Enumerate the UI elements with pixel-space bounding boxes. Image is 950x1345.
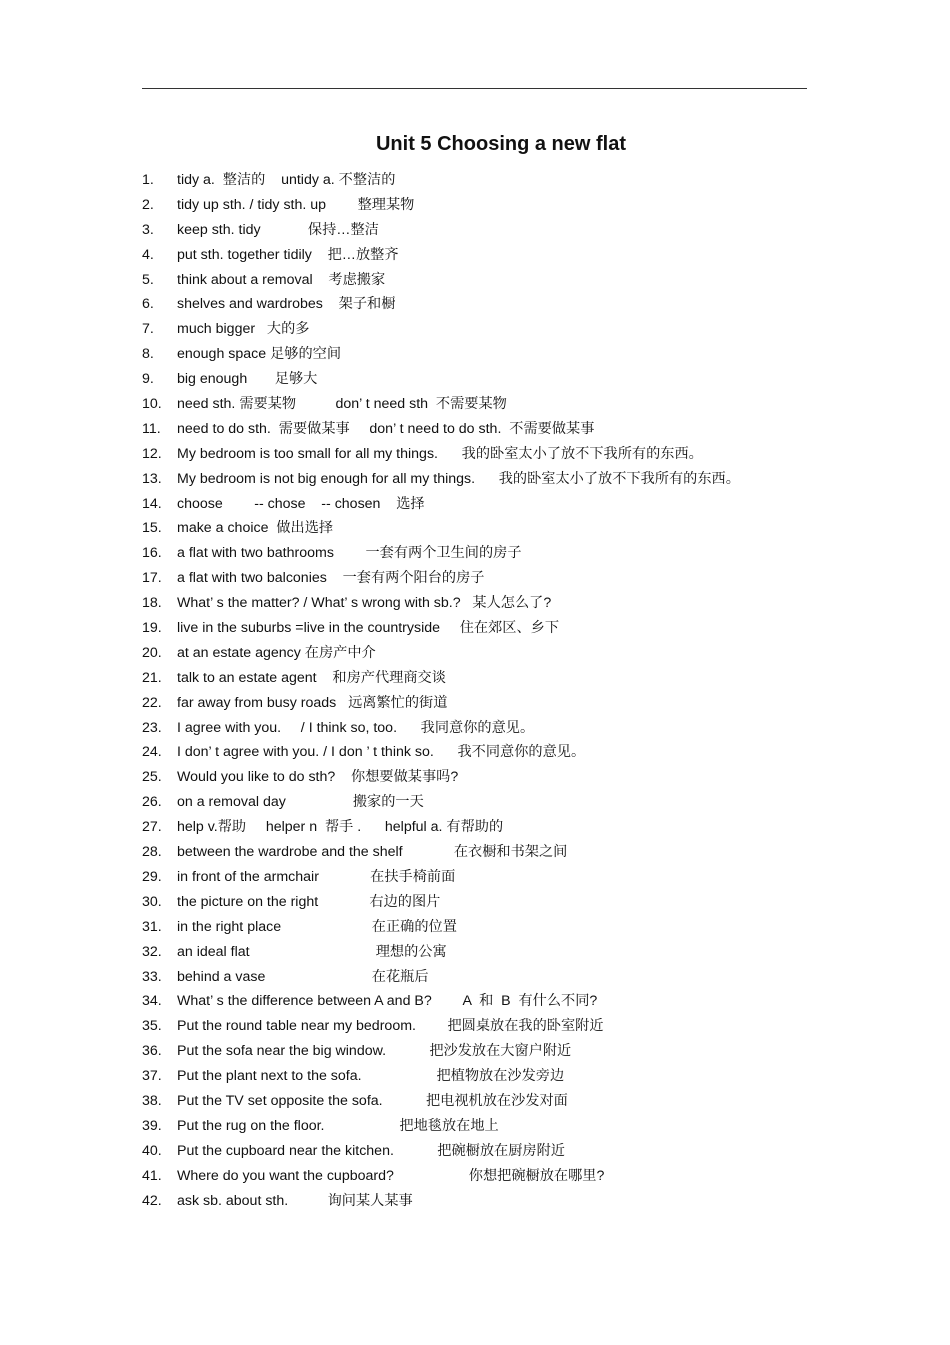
item-number: 34. — [142, 993, 162, 1010]
item-number: 24. — [142, 744, 162, 761]
list-item — [142, 1114, 842, 1139]
item-number: 13. — [142, 470, 162, 487]
item-number: 36. — [142, 1043, 162, 1060]
item-text: behind a vase 在花瓶后 — [177, 968, 429, 985]
list-item — [142, 516, 842, 541]
list-item — [142, 616, 842, 641]
list-item — [142, 367, 842, 392]
item-number: 18. — [142, 595, 162, 612]
list-item — [142, 467, 842, 492]
item-number: 2. — [142, 196, 154, 213]
list-item — [142, 666, 842, 691]
item-number: 10. — [142, 396, 162, 413]
list-item — [142, 691, 842, 716]
item-number: 31. — [142, 918, 162, 935]
list-item — [142, 218, 842, 243]
list-item — [142, 392, 842, 417]
list-item — [142, 342, 842, 367]
item-number: 39. — [142, 1117, 162, 1134]
item-text: keep sth. tidy 保持…整洁 — [177, 221, 379, 238]
list-item — [142, 292, 842, 317]
item-text: shelves and wardrobes 架子和橱 — [177, 296, 396, 313]
header-rule — [142, 88, 807, 89]
list-item — [142, 442, 842, 467]
item-number: 28. — [142, 844, 162, 861]
item-text: Put the sofa near the big window. 把沙发放在大窗户附近 — [177, 1043, 572, 1060]
list-item — [142, 989, 842, 1014]
item-text: enough space 足够的空间 — [177, 346, 342, 363]
item-text: help v.帮助 helper n 帮手 . helpful a. 有帮助的 — [177, 819, 504, 836]
item-text: need sth. 需要某物 don’ t need sth 不需要某物 — [177, 396, 507, 413]
list-item — [142, 417, 842, 442]
item-number: 33. — [142, 968, 162, 985]
item-text: Put the cupboard near the kitchen. 把碗橱放在厨房附近 — [177, 1142, 565, 1159]
item-text: talk to an estate agent 和房产代理商交谈 — [177, 669, 446, 686]
item-text: in the right place 在正确的位置 — [177, 918, 457, 935]
item-number: 8. — [142, 346, 154, 363]
item-text: the picture on the right 右边的图片 — [177, 893, 441, 910]
list-item — [142, 915, 842, 940]
list-item — [142, 865, 842, 890]
item-text: make a choice 做出选择 — [177, 520, 334, 537]
list-item — [142, 268, 842, 293]
item-text: ask sb. about sth. 询问某人某事 — [177, 1192, 413, 1209]
list-item — [142, 890, 842, 915]
list-item — [142, 317, 842, 342]
list-item — [142, 940, 842, 965]
list-item — [142, 765, 842, 790]
list-item — [142, 541, 842, 566]
item-text: Put the round table near my bedroom. 把圆桌放在我的卧室附近 — [177, 1018, 604, 1035]
list-item — [142, 840, 842, 865]
item-text: My bedroom is not big enough for all my things. 我的卧室太小了放不下我所有的东西。 — [177, 470, 740, 487]
item-number: 38. — [142, 1092, 162, 1109]
item-number: 12. — [142, 445, 162, 462]
item-number: 26. — [142, 794, 162, 811]
item-text: tidy a. 整洁的 untidy a. 不整洁的 — [177, 172, 396, 188]
item-text: between the wardrobe and the shelf 在衣橱和书架之间 — [177, 844, 568, 861]
list-item — [142, 1064, 842, 1089]
item-number: 7. — [142, 321, 154, 338]
list-item — [142, 1164, 842, 1189]
item-text: Put the rug on the floor. 把地毯放在地上 — [177, 1117, 499, 1134]
list-item — [142, 168, 842, 193]
item-text: I don’ t agree with you. / I don ’ t think so. 我不同意你的意见。 — [177, 744, 586, 761]
list-item — [142, 790, 842, 815]
item-text: a flat with two bathrooms 一套有两个卫生间的房子 — [177, 545, 522, 562]
list-item — [142, 243, 842, 268]
item-text: I agree with you. / I think so, too. 我同意你的意见。 — [177, 719, 535, 736]
item-number: 21. — [142, 669, 162, 686]
item-number: 3. — [142, 221, 154, 238]
item-text: put sth. together tidily 把…放整齐 — [177, 246, 399, 263]
list-item — [142, 965, 842, 990]
item-number: 4. — [142, 246, 154, 263]
item-text: at an estate agency 在房产中介 — [177, 644, 376, 661]
item-number: 16. — [142, 545, 162, 562]
vocab-list — [142, 168, 842, 1213]
item-number: 14. — [142, 495, 162, 512]
item-text: Put the plant next to the sofa. 把植物放在沙发旁边 — [177, 1068, 565, 1085]
item-number: 27. — [142, 819, 162, 836]
item-number: 9. — [142, 371, 154, 388]
item-number: 20. — [142, 644, 162, 661]
list-item — [142, 815, 842, 840]
list-item — [142, 1089, 842, 1114]
item-text: big enough 足够大 — [177, 371, 318, 388]
item-text: tidy up sth. / tidy sth. up 整理某物 — [177, 196, 415, 213]
item-text: an ideal flat 理想的公寓 — [177, 943, 447, 960]
list-item — [142, 1139, 842, 1164]
item-number: 23. — [142, 719, 162, 736]
item-number: 41. — [142, 1167, 162, 1184]
item-number: 11. — [142, 420, 161, 437]
item-text: What’ s the matter? / What’ s wrong with sb.? 某人怎么了? — [177, 595, 552, 612]
item-number: 6. — [142, 296, 154, 313]
item-number: 42. — [142, 1192, 162, 1209]
item-text: My bedroom is too small for all my things. 我的卧室太小了放不下我所有的东西。 — [177, 445, 703, 462]
list-item — [142, 1189, 842, 1214]
item-text: a flat with two balconies 一套有两个阳台的房子 — [177, 570, 485, 587]
item-number: 5. — [142, 271, 154, 288]
item-number: 17. — [142, 570, 162, 587]
item-text: think about a removal 考虑搬家 — [177, 271, 386, 288]
list-item — [142, 641, 842, 666]
item-number: 25. — [142, 769, 162, 786]
item-number: 32. — [142, 943, 162, 960]
item-text: much bigger 大的多 — [177, 321, 310, 338]
item-text: need to do sth. 需要做某事 don’ t need to do sth. 不需要做某事 — [177, 420, 595, 437]
item-text: live in the suburbs =live in the countryside 住在郊区、乡下 — [177, 620, 560, 637]
item-text: Put the TV set opposite the sofa. 把电视机放在沙发对面 — [177, 1092, 568, 1109]
list-item — [142, 1014, 842, 1039]
item-number: 29. — [142, 868, 162, 885]
list-item — [142, 193, 842, 218]
item-text: Where do you want the cupboard? 你想把碗橱放在哪里? — [177, 1167, 605, 1184]
item-number: 1. — [142, 172, 154, 188]
page-title: Unit 5 Choosing a new flat — [375, 133, 626, 155]
item-number: 37. — [142, 1068, 162, 1085]
item-text: choose -- chose -- chosen 选择 — [177, 495, 425, 512]
list-item — [142, 716, 842, 741]
item-text: What’ s the difference between A and B? A 和 B 有什么不同? — [177, 993, 598, 1010]
item-text: on a removal day 搬家的一天 — [177, 794, 424, 811]
list-item — [142, 1039, 842, 1064]
list-item — [142, 740, 842, 765]
item-text: in front of the armchair 在扶手椅前面 — [177, 868, 456, 885]
item-text: Would you like to do sth? 你想要做某事吗? — [177, 769, 459, 786]
item-number: 15. — [142, 520, 162, 537]
item-number: 19. — [142, 620, 162, 637]
item-number: 30. — [142, 893, 162, 910]
list-item — [142, 492, 842, 517]
list-item — [142, 591, 842, 616]
item-text: far away from busy roads 远离繁忙的街道 — [177, 694, 448, 711]
item-number: 35. — [142, 1018, 162, 1035]
item-number: 22. — [142, 694, 162, 711]
list-item — [142, 566, 842, 591]
item-number: 40. — [142, 1142, 162, 1159]
